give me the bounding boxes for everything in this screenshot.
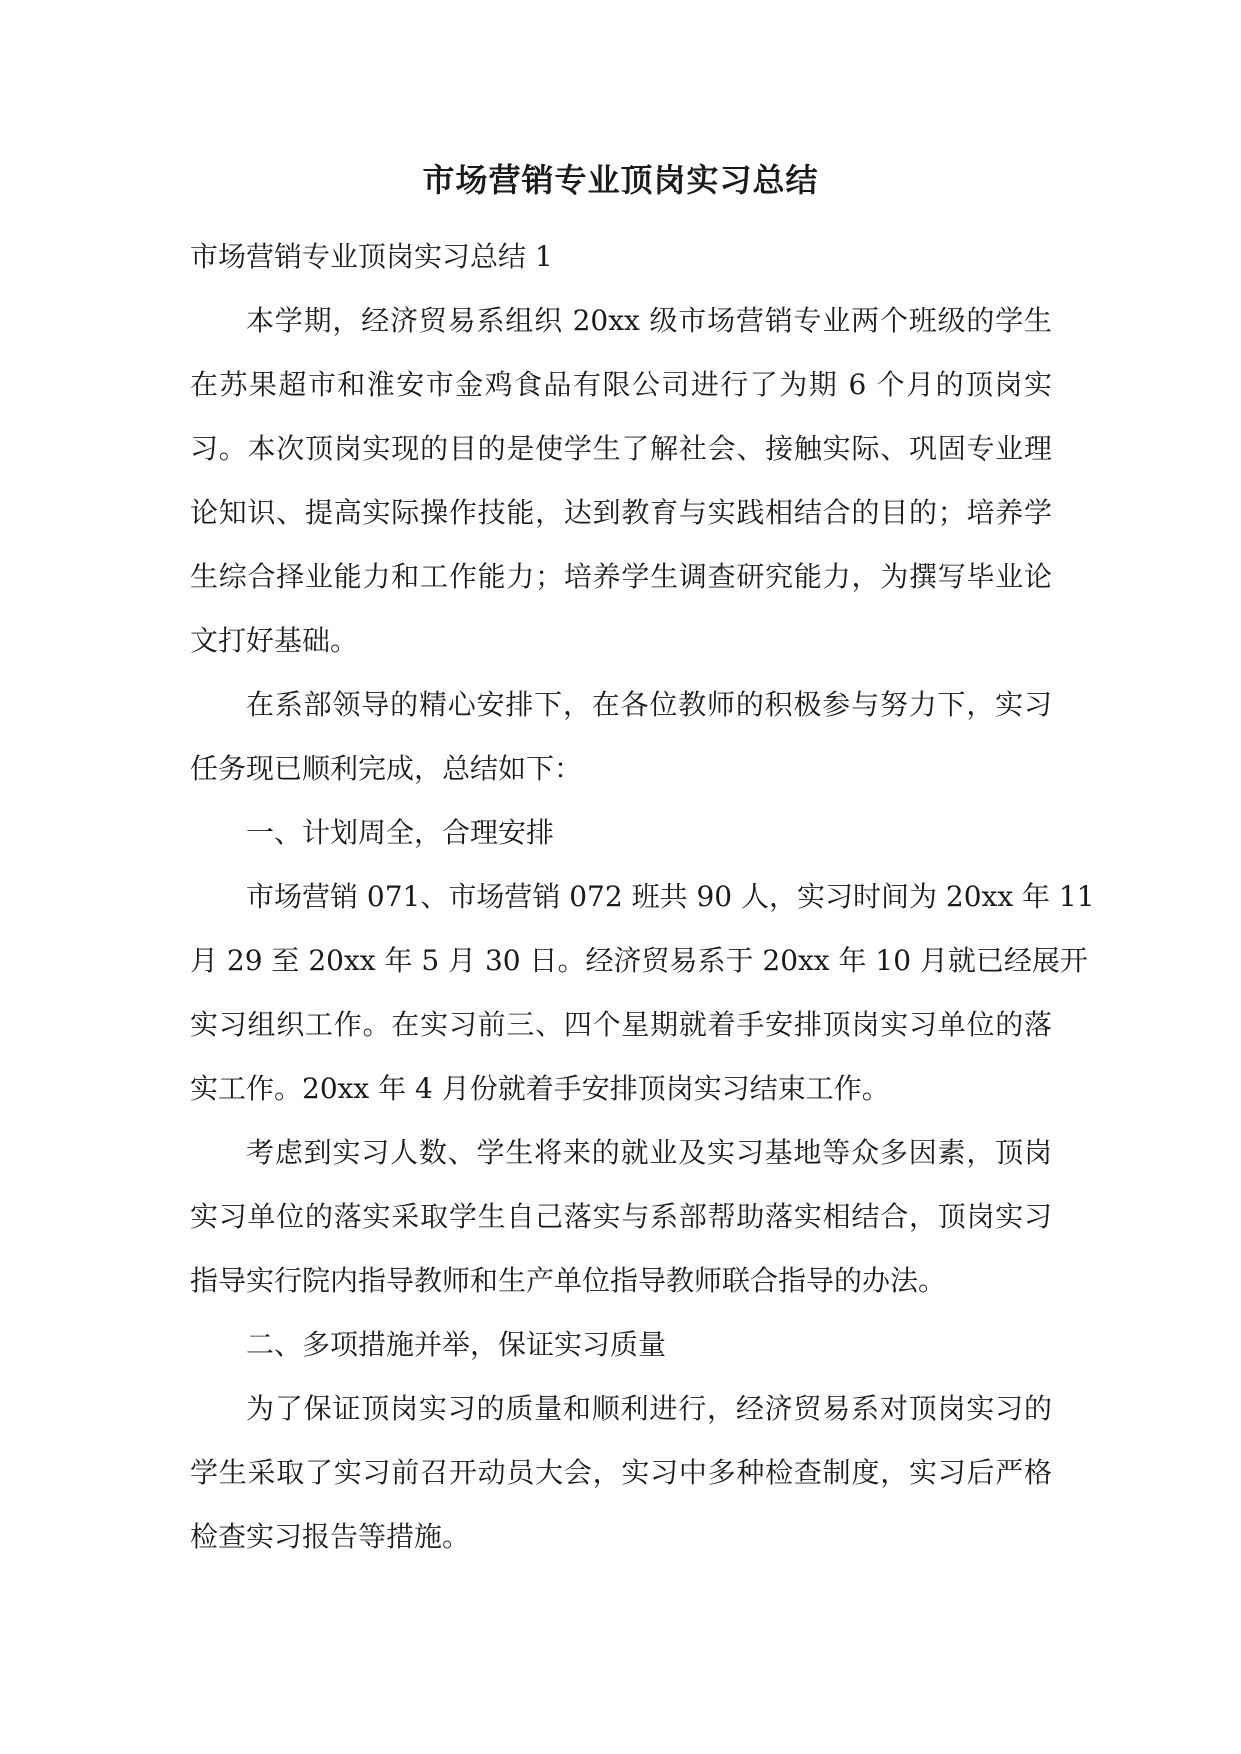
paragraph	[190, 865, 1095, 1121]
document-title: 市场营销专业顶岗实习总结	[422, 161, 819, 199]
paragraph	[190, 289, 1052, 673]
paragraph	[190, 673, 1052, 801]
paragraph-line: 指导实行院内指导教师和生产单位指导教师联合指导的办法。	[190, 1264, 947, 1297]
paragraph-line: 检查实习报告等措施。	[190, 1520, 471, 1553]
paragraph-line: 论知识、提高实际操作技能，达到教育与实践相结合的目的；培养学	[190, 496, 1052, 529]
paragraph-line: 月 29 至 20xx 年 5 月 30 日。经济贸易系于 20xx 年 10 月就已经展开	[190, 944, 1088, 977]
paragraph	[190, 1121, 1052, 1313]
paragraph-line: 习。本次顶岗实现的目的是使学生了解社会、接触实际、巩固专业理	[190, 432, 1052, 465]
paragraph-line: 在系部领导的精心安排下，在各位教师的积极参与努力下，实习	[246, 688, 1052, 721]
paragraph-line: 文打好基础。	[190, 624, 359, 657]
document-subtitle: 市场营销专业顶岗实习总结 1	[190, 240, 553, 273]
paragraph-line: 在苏果超市和淮安市金鸡食品有限公司进行了为期 6 个月的顶岗实	[190, 368, 1052, 401]
section-heading	[190, 1313, 1052, 1377]
paragraph-line: 实习单位的落实采取学生自己落实与系部帮助落实相结合，顶岗实习	[190, 1200, 1052, 1233]
section-heading	[190, 801, 1052, 865]
paragraph-line: 市场营销 071、市场营销 072 班共 90 人，实习时间为 20xx 年 11	[246, 880, 1095, 913]
paragraph-line: 学生采取了实习前召开动员大会，实习中多种检查制度，实习后严格	[190, 1456, 1052, 1489]
paragraph	[190, 1377, 1052, 1569]
paragraph-line: 为了保证顶岗实习的质量和顺利进行，经济贸易系对顶岗实习的	[246, 1392, 1052, 1425]
paragraph-line: 本学期，经济贸易系组织 20xx 级市场营销专业两个班级的学生	[246, 304, 1052, 337]
paragraph-line: 考虑到实习人数、学生将来的就业及实习基地等众多因素，顶岗	[246, 1136, 1052, 1169]
section-heading-line: 二、多项措施并举，保证实习质量	[246, 1328, 667, 1361]
document-body	[190, 225, 1095, 1569]
paragraph-line: 任务现已顺利完成，总结如下：	[190, 752, 583, 785]
paragraph-line: 生综合择业能力和工作能力；培养学生调查研究能力，为撰写毕业论	[190, 560, 1052, 593]
paragraph-line: 实习组织工作。在实习前三、四个星期就着手安排顶岗实习单位的落	[190, 1008, 1052, 1041]
paragraph-line: 实工作。20xx 年 4 月份就着手安排顶岗实习结束工作。	[190, 1072, 890, 1105]
section-heading-line: 一、计划周全，合理安排	[246, 816, 555, 849]
